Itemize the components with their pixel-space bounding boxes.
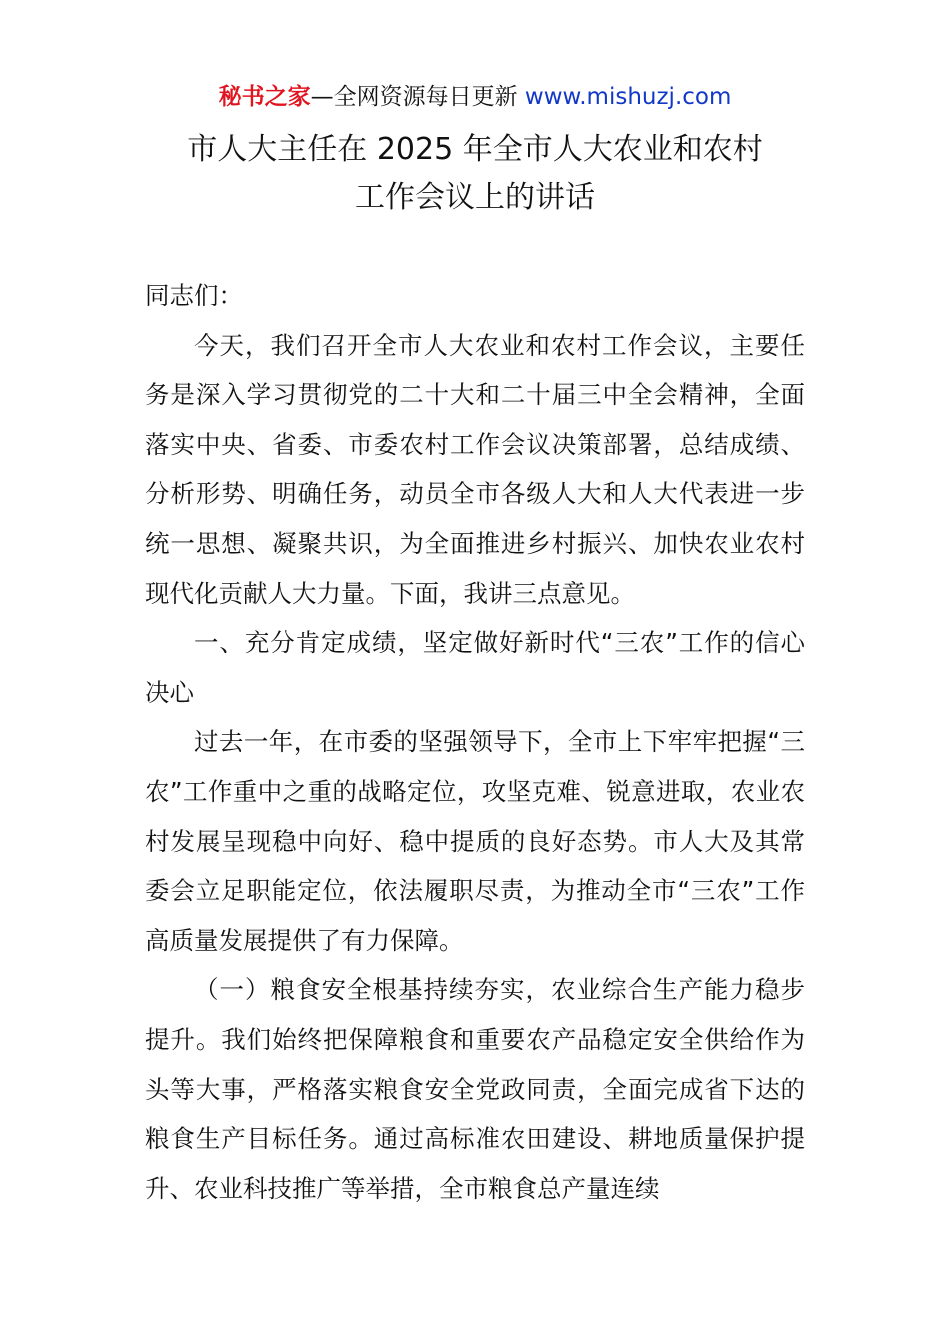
body-paragraph-achievements: 过去一年，在市委的坚强领导下，全市上下牢牢把握“三农”工作重中之重的战略定位，攻坚克难、锐意进取，农业农村发展呈现稳中向好、稳中提质的良好态势。市人大及其常委会立足职能定位，依法履职尽责，为推动全市“三农”工作高质量发展提供了有力保障。 (145, 727, 805, 955)
section-heading-1: 一、充分肯定成绩，坚定做好新时代“三农”工作的信心决心 (145, 628, 805, 707)
body-paragraph-grain-security: （一）粮食安全根基持续夯实，农业综合生产能力稳步提升。我们始终把保障粮食和重要农产品稳定安全供给作为头等大事，严格落实粮食安全党政同责，全面完成省下达的粮食生产目标任务。通过高标准农田建设、耕地质量保护提升、农业科技推广等举措，全市粮食总产量连续 (145, 975, 805, 1203)
site-header (0, 80, 950, 114)
site-tagline: —全网资源每日更新 (310, 84, 518, 110)
salutation: 同志们： (145, 281, 243, 310)
document-body (145, 271, 805, 1213)
site-brand: 秘书之家 (218, 84, 311, 110)
title-line-2: 工作会议上的讲话 (355, 180, 595, 215)
site-url-link[interactable]: www.mishuzj.com (524, 84, 732, 110)
body-paragraph-intro: 今天，我们召开全市人大农业和农村工作会议，主要任务是深入学习贯彻党的二十大和二十届三中全会精神，全面落实中央、省委、市委农村工作会议决策部署，总结成绩、分析形势、明确任务，动员全市各级人大和人大代表进一步统一思想、凝聚共识，为全面推进乡村振兴、加快农业农村现代化贡献人大力量。下面，我讲三点意见。 (145, 330, 805, 608)
document-title (0, 126, 950, 222)
title-line-1: 市人大主任在 2025 年全市人大农业和农村 (187, 132, 763, 167)
